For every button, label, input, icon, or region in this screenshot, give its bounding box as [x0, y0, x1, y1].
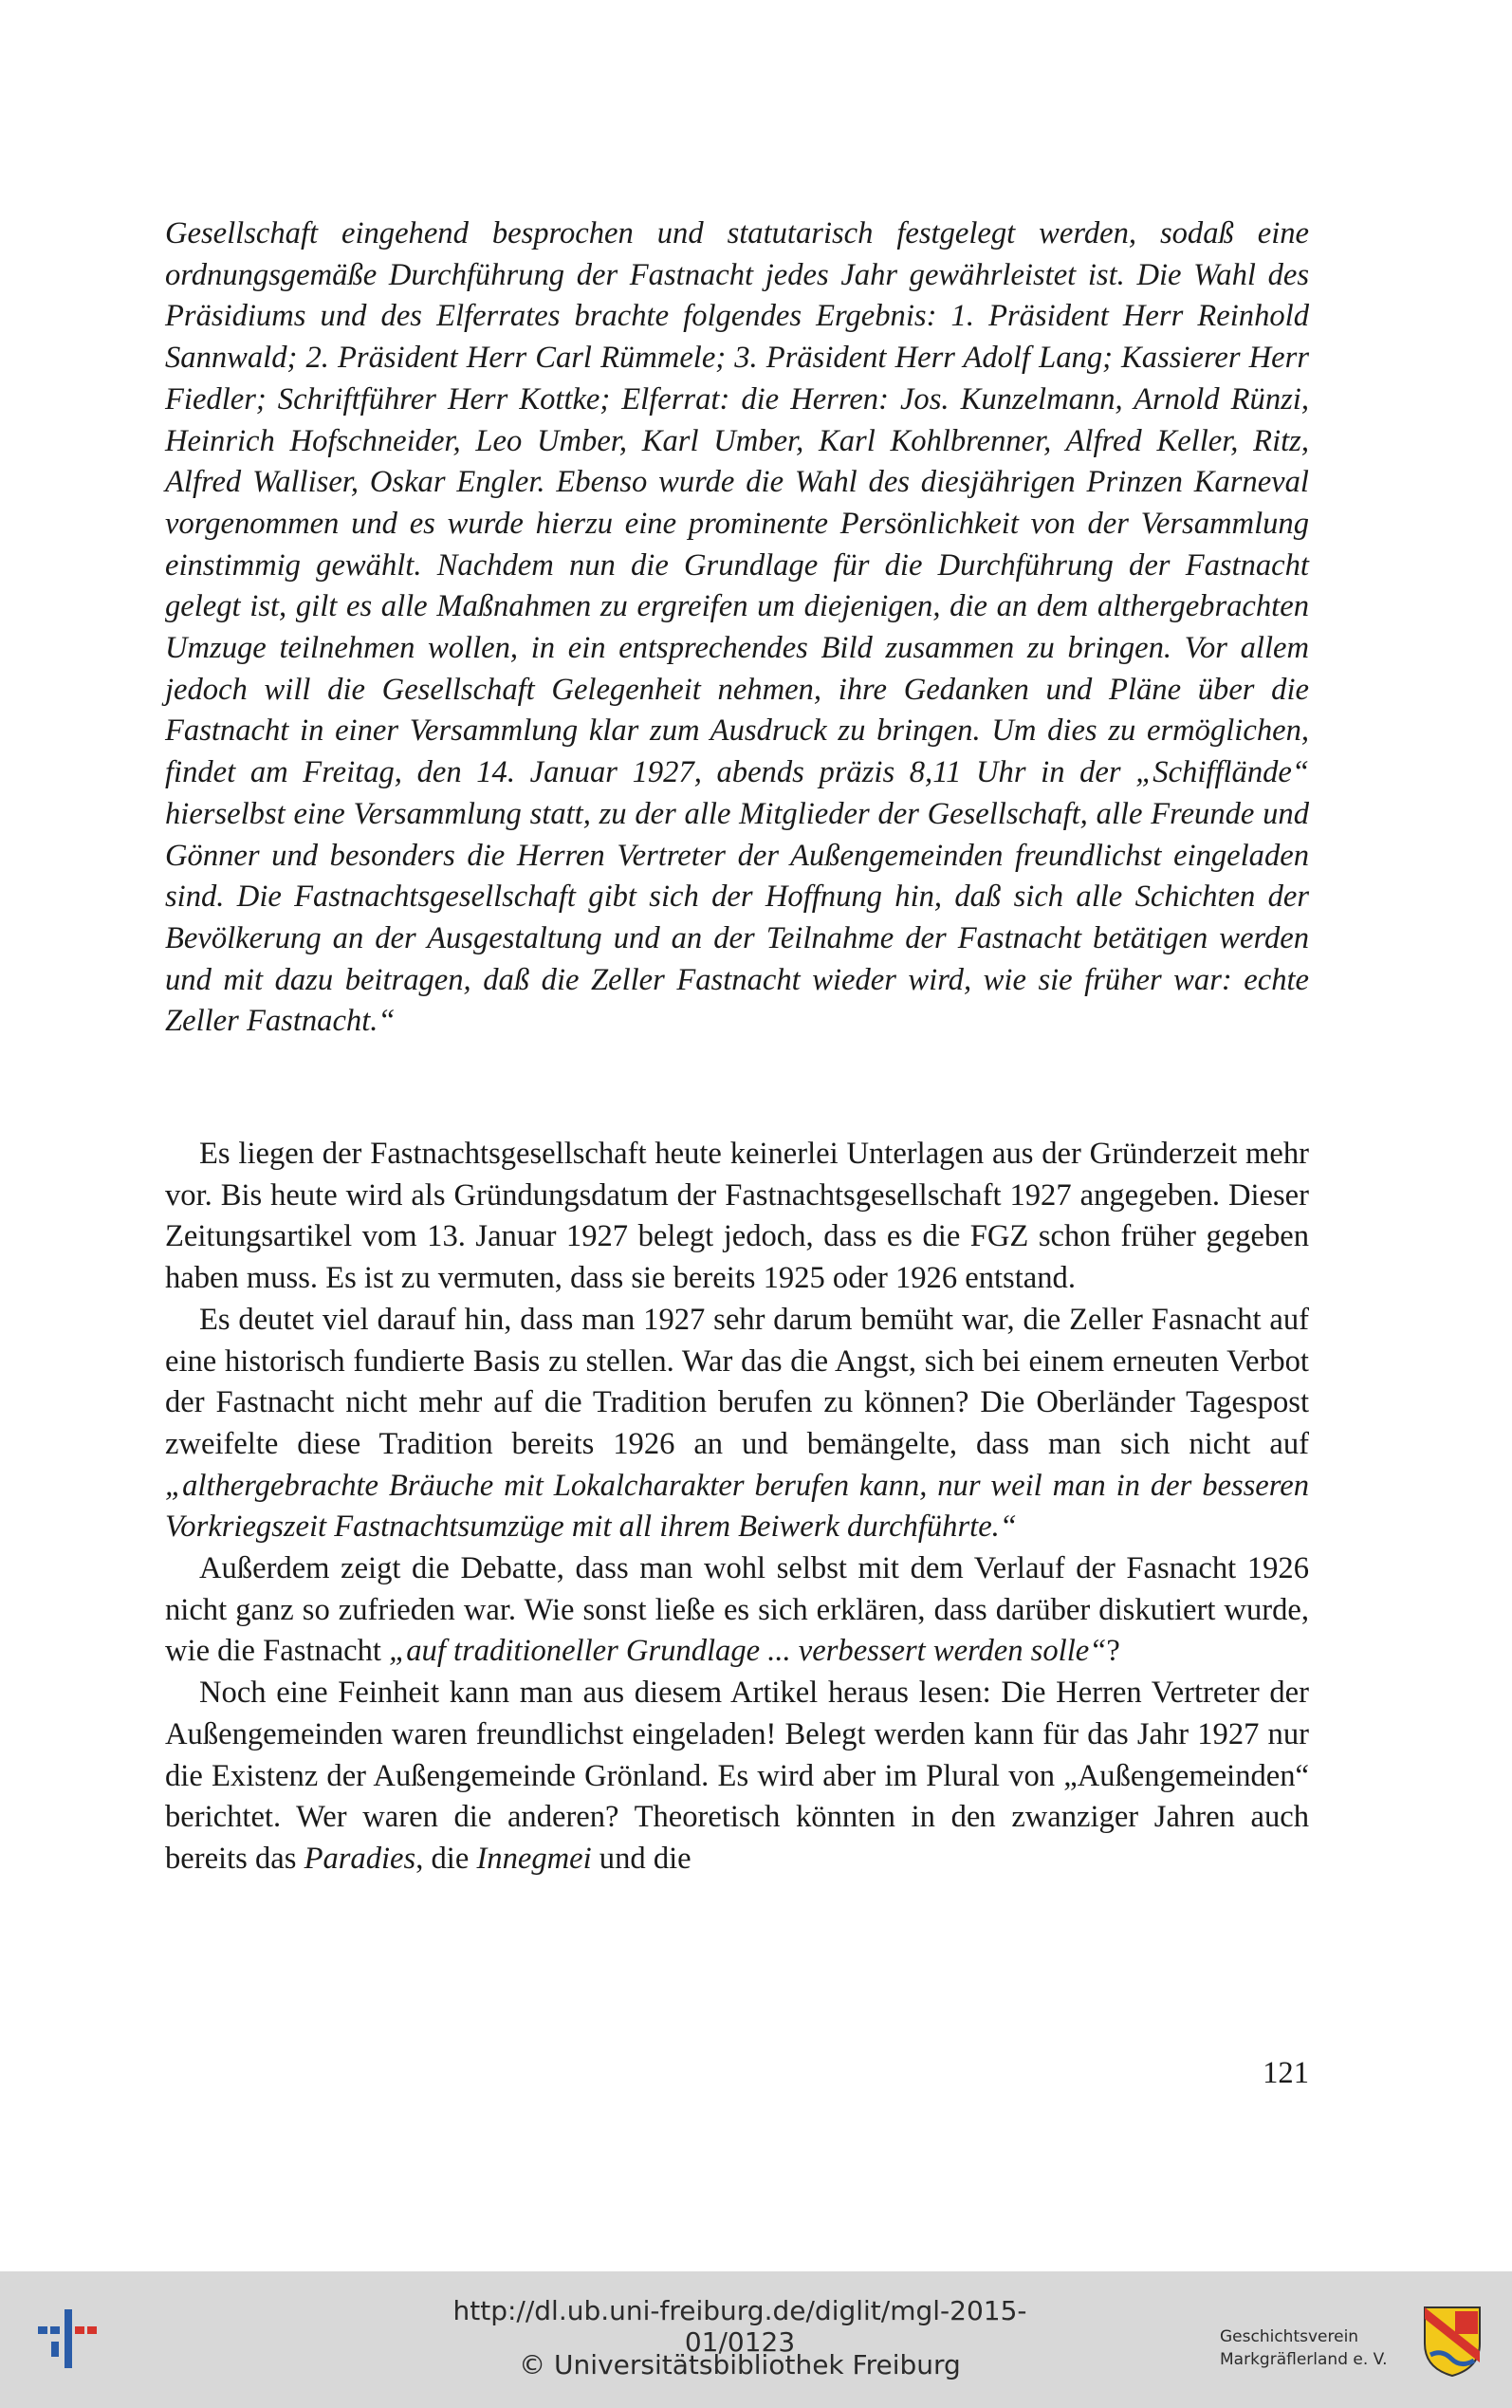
footer-copyright: © Universitätsbibliothek Freiburg	[519, 2349, 961, 2380]
paragraph-2: Es deutet viel darauf hin, dass man 1927 sehr darum bemüht war, die Zeller Fasnacht auf eine historisch fundierte Basis zu stellen. War das die Angst, sich bei einem erneuten Verbot der Fastnacht nicht mehr auf die Tradition berufen zu können? Die Oberländer Tagespost zweifelte diese Tradition bereits 1926 an und bemängelte, dass man sich nicht auf „althergebrachte Bräuche mit Lokalcharakter berufen kann, nur weil man in der besseren Vorkriegszeit Fastnachtsumzüge mit all ihrem Beiwerk durchführte.“	[165, 1302, 1309, 1545]
page-number: 121	[1263, 2056, 1309, 2090]
footer-bar	[0, 2271, 1512, 2408]
paragraph-4: Noch eine Feinheit kann man aus diesem Artikel heraus lesen: Die Herren Vertreter der Außengemeinden waren freundlichst eingeladen! Belegt werden kann für das Jahr 1927 nur die Existenz der Außengemeinde Grönland. Es wird aber im Plural von „Außengemeinden“ berichtet. Wer waren die anderen? Theoretisch könnten in den zwanziger Jahren auch bereits das Paradies, die Innegmei und die	[165, 1676, 1309, 1876]
paragraph-3: Außerdem zeigt die Debatte, dass man wohl selbst mit dem Verlauf der Fasnacht 1926 nicht ganz so zufrieden war. Wie sonst ließe es sich erklären, dass darüber diskutiert wurde, wie die Fastnacht „auf traditioneller Grundlage ... verbessert werden solle“?	[165, 1551, 1309, 1669]
quoted-phrase: „althergebrachte Bräuche mit Lokalcharakter berufen kann, nur weil man in der besseren Vorkriegszeit Fastnachtsumzüge mit all ihrem Beiwerk durchführte.“	[165, 1468, 1309, 1545]
quoted-phrase: „auf traditioneller Grundlage ... verbessert werden solle“	[389, 1634, 1107, 1669]
footer-url-link[interactable]: http://dl.ub.uni-freiburg.de/diglit/mgl-2015-01/0123	[452, 2295, 1027, 2358]
place-name: Paradies	[304, 1841, 416, 1876]
coat-of-arms-icon	[1423, 2306, 1482, 2378]
paragraph-1: Es liegen der Fastnachtsgesellschaft heute keinerlei Unterlagen aus der Gründerzeit mehr vor. Bis heute wird als Gründungsdatum der Fastnachtsgesellschaft 1927 angegeben. Dieser Zeitungsartikel vom 13. Januar 1927 belegt jedoch, dass es die FGZ schon früher gegeben haben muss. Es ist zu vermuten, dass sie bereits 1925 oder 1926 entstand.	[165, 1137, 1309, 1296]
newspaper-quote	[165, 213, 1309, 1043]
place-name: Innegmei	[476, 1841, 592, 1876]
body-text	[165, 1134, 1309, 1880]
society-name: Geschichtsverein Markgräflerland e. V.	[1220, 2327, 1388, 2369]
quote-paragraph: Gesellschaft eingehend besprochen und statutarisch festgelegt werden, sodaß eine ordnungsgemäße Durchführung der Fastnacht jedes Jahr gewährleistet ist. Die Wahl des Präsidiums und des Elferrates brachte folgendes Ergebnis: 1. Präsident Herr Reinhold Sannwald; 2. Präsident Herr Carl Rümmele; 3. Präsident Herr Adolf Lang; Kassierer Herr Fiedler; Schriftführer Herr Kottke; Elferrat: die Herren: Jos. Kunzelmann, Arnold Rünzi, Heinrich Hofschneider, Leo Umber, Karl Umber, Karl Kohlbrenner, Alfred Keller, Ritz, Alfred Walliser, Oskar Engler. Ebenso wurde die Wahl des diesjährigen Prinzen Karneval vorgenommen und es wurde hierzu eine prominente Persönlichkeit von der Versammlung einstimmig gewählt. Nachdem nun die Grundlage für die Durchführung der Fastnacht gelegt ist, gilt es alle Maßnahmen zu ergreifen um diejenigen, die an dem althergebrachten Umzuge teilnehmen wollen, in ein entsprechendes Bild zusammen zu bringen. Vor allem jedoch will die Gesellschaft Gelegenheit nehmen, ihre Gedanken und Pläne über die Fastnacht in einer Versammlung klar zum Ausdruck zu bringen. Um dies zu ermöglichen, findet am Freitag, den 14. Januar 1927, abends präzis 8,11 Uhr in der „Schifflände“ hierselbst eine Versammlung statt, zu der alle Mitglieder der Gesellschaft, alle Freunde und Gönner und besonders die Herren Vertreter der Außengemeinden freundlichst eingeladen sind. Die Fastnachtsgesellschaft gibt sich der Hoffnung hin, daß sich alle Schichten der Bevölkerung an der Ausgestaltung und an der Teilnahme der Fastnacht betätigen werden und mit dazu beitragen, daß die Zeller Fastnacht wieder wird, wie sie früher war: echte Zeller Fastnacht.“	[165, 216, 1309, 1039]
library-logo-icon	[38, 2309, 97, 2368]
